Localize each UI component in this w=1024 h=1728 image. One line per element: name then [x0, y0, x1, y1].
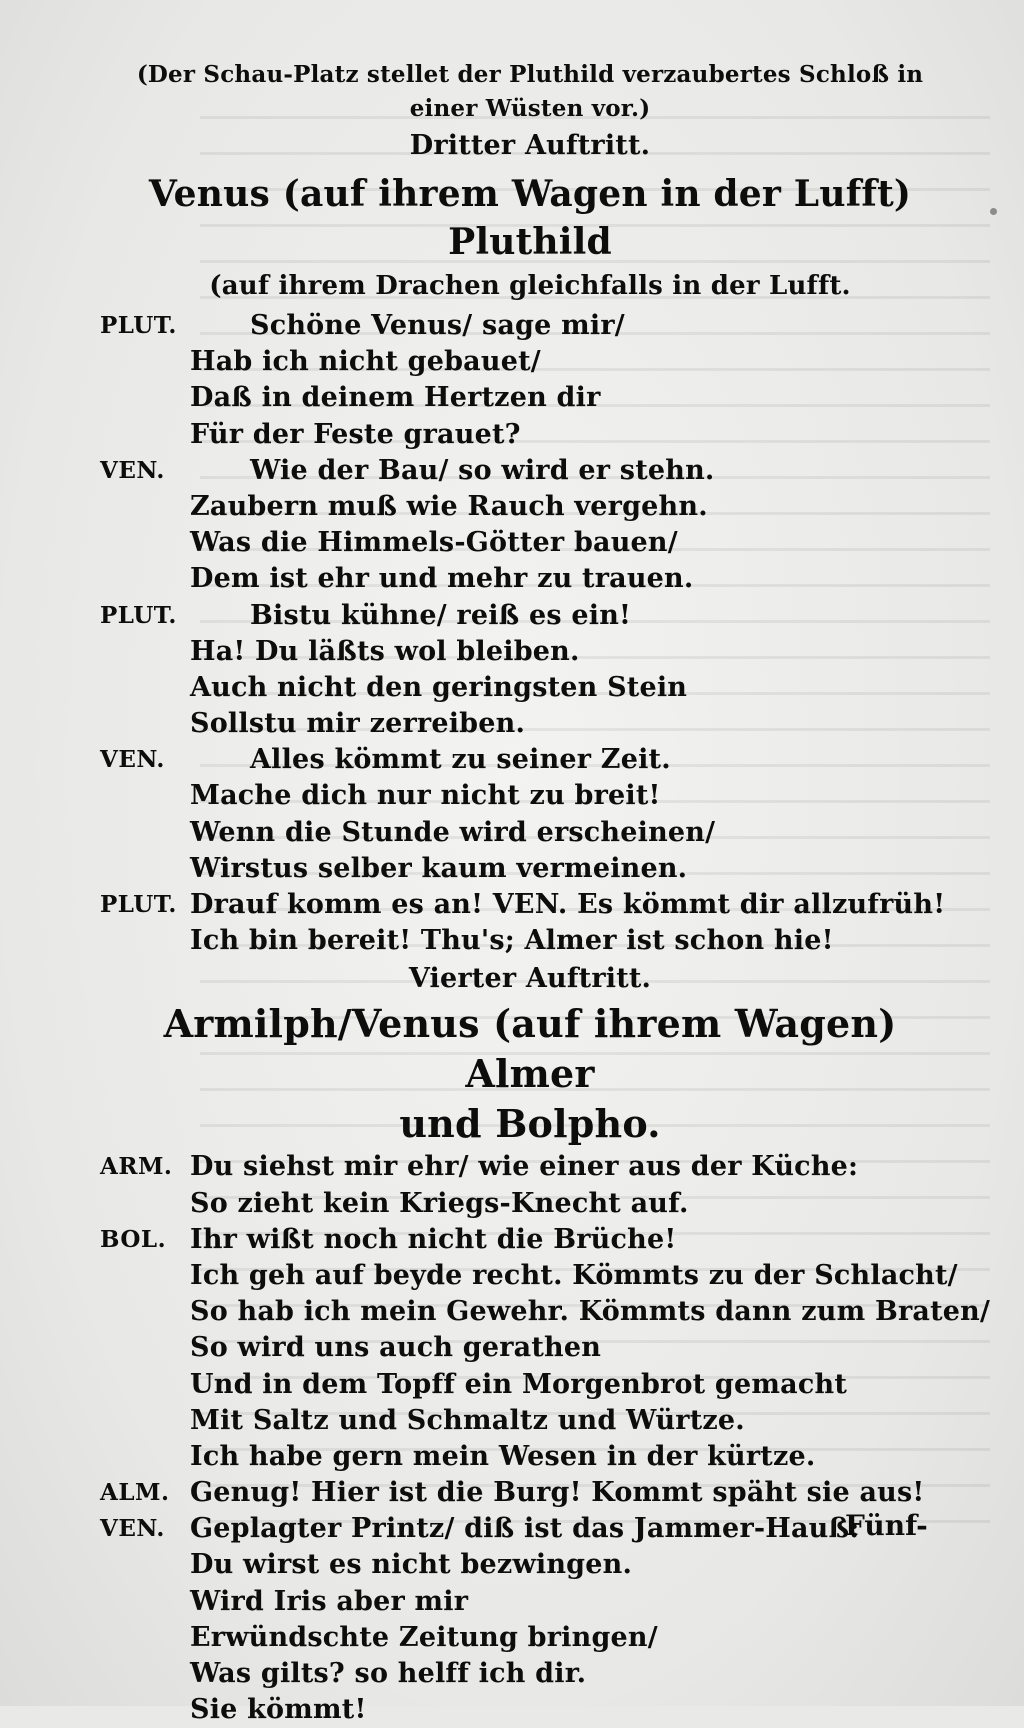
verse-text: Wirstus selber kaum vermeinen. [190, 852, 688, 884]
speaker: BOL. [100, 1225, 167, 1253]
verse-text: Schöne Venus/ sage mir/ [250, 310, 625, 341]
verse-text: Für der Feste grauet? [190, 418, 521, 450]
verse-text: Mit Saltz und Schmaltz und Würtze. [190, 1404, 745, 1436]
verse-line [100, 598, 960, 634]
verse-text: Ha! Du läßts wol bleiben. [190, 635, 580, 667]
verse-line [100, 778, 960, 814]
scene3-cast-note: (auf ihrem Drachen gleichfalls in der Lufft. [209, 271, 851, 301]
verse-line [100, 1656, 960, 1692]
verse-text: Was gilts? so helff ich dir. [190, 1658, 587, 1689]
scene3-dialogue [100, 308, 960, 959]
scene4-title: Vierter Auftritt. [408, 963, 652, 995]
scene4-cast: Armilph/Venus (auf ihrem Wagen) Almer [163, 1001, 897, 1097]
verse-text: Bistu kühne/ reiß es ein! [250, 599, 632, 631]
verse-line [100, 1330, 960, 1366]
verse-line [100, 1511, 960, 1547]
catchword: Fünf- [845, 1509, 928, 1542]
verse-text: Daß in deinem Hertzen dir [190, 382, 601, 414]
verse-text: So hab ich mein Gewehr. Kömmts dann zum Braten/ [190, 1296, 991, 1328]
verse-line [100, 1547, 960, 1583]
verse-line [100, 1222, 960, 1258]
verse-line [100, 1186, 960, 1222]
speaker: ARM. [100, 1153, 173, 1181]
verse-text: Du siehst mir ehr/ wie einer aus der Küche: [190, 1151, 859, 1183]
verse-text: Drauf komm es an! VEN. Es kömmt dir allzufrüh! [190, 889, 946, 920]
verse-line [100, 1584, 960, 1620]
verse-line [100, 1439, 960, 1475]
verse-line [100, 923, 960, 959]
speaker: VEN. [100, 456, 165, 484]
verse-line [100, 561, 960, 597]
verse-line [100, 815, 960, 851]
speaker: PLUT. [100, 312, 177, 339]
verse-text: Was die Himmels-Götter bauen/ [190, 527, 678, 559]
verse-text: Dem ist ehr und mehr zu trauen. [190, 563, 694, 595]
verse-line [100, 525, 960, 561]
page-text [100, 58, 991, 1728]
verse-text: Alles kömmt zu seiner Zeit. [250, 744, 671, 776]
scene3-cast: Venus (auf ihrem Wagen in der Lufft) Pluthild [148, 173, 912, 263]
verse-line [100, 380, 960, 416]
verse-text: Wenn die Stunde wird erscheinen/ [190, 816, 716, 848]
verse-text: Und in dem Topff ein Morgenbrot gemacht [190, 1368, 847, 1400]
verse-line [100, 1692, 960, 1728]
verse-line [100, 634, 960, 670]
verse-line [100, 1403, 960, 1439]
stage-direction: (Der Schau-Platz stellet der Pluthild verzaubertes Schloß in einer Wüsten vor.) [136, 61, 924, 122]
verse-text: So zieht kein Kriegs-Knecht auf. [190, 1187, 689, 1219]
verse-line [100, 417, 960, 453]
verse-line [100, 1294, 991, 1330]
verse-text: Ihr wißt noch nicht die Brüche! [190, 1223, 677, 1255]
verse-line [100, 1475, 960, 1511]
verse-line [100, 742, 960, 778]
scene4-dialogue [100, 1149, 991, 1728]
verse-text: So wird uns auch gerathen [190, 1332, 602, 1364]
verse-text: Ich habe gern mein Wesen in der kürtze. [190, 1440, 816, 1472]
speaker: VEN. [100, 1515, 165, 1543]
verse-text: Wie der Bau/ so wird er stehn. [250, 454, 715, 486]
verse-text: Hab ich nicht gebauet/ [190, 346, 541, 378]
verse-text: Mache dich nur nicht zu breit! [190, 780, 661, 812]
verse-text: Auch nicht den geringsten Stein [190, 671, 688, 703]
verse-line [100, 887, 960, 923]
verse-line [100, 706, 960, 742]
scene4-cast-line2: und Bolpho. [399, 1101, 661, 1147]
verse-line [100, 1258, 960, 1294]
speaker: VEN. [100, 746, 165, 774]
verse-text: Du wirst es nicht bezwingen. [190, 1549, 633, 1581]
verse-text: Zaubern muß wie Rauch vergehn. [190, 490, 708, 522]
scene3-title: Dritter Auftritt. [409, 130, 651, 161]
speaker: PLUT. [100, 601, 177, 629]
verse-line [100, 851, 960, 887]
verse-text: Ich bin bereit! Thu's; Almer ist schon hie! [190, 925, 834, 957]
verse-line [100, 1367, 960, 1403]
verse-line [100, 1620, 960, 1656]
verse-text: Ich geh auf beyde recht. Kömmts zu der Schlacht/ [190, 1259, 958, 1291]
verse-text: Erwündschte Zeitung bringen/ [190, 1621, 658, 1653]
verse-text: Wird Iris aber mir [190, 1585, 469, 1617]
verse-line [100, 453, 960, 489]
speaker: PLUT. [100, 891, 177, 918]
verse-text: Geplagter Printz/ diß ist das Jammer-Hauß: [190, 1513, 860, 1545]
speaker: ALM. [100, 1479, 170, 1507]
verse-line [100, 1149, 960, 1185]
verse-text: Sollstu mir zerreiben. [190, 708, 526, 740]
verse-text: Genug! Hier ist die Burg! Kommt späht sie aus! [190, 1477, 925, 1509]
ink-speck [990, 208, 997, 215]
verse-text: Sie kömmt! [190, 1694, 367, 1726]
verse-line [100, 344, 960, 380]
verse-line [100, 489, 960, 525]
verse-line [100, 308, 960, 344]
verse-line [100, 670, 960, 706]
